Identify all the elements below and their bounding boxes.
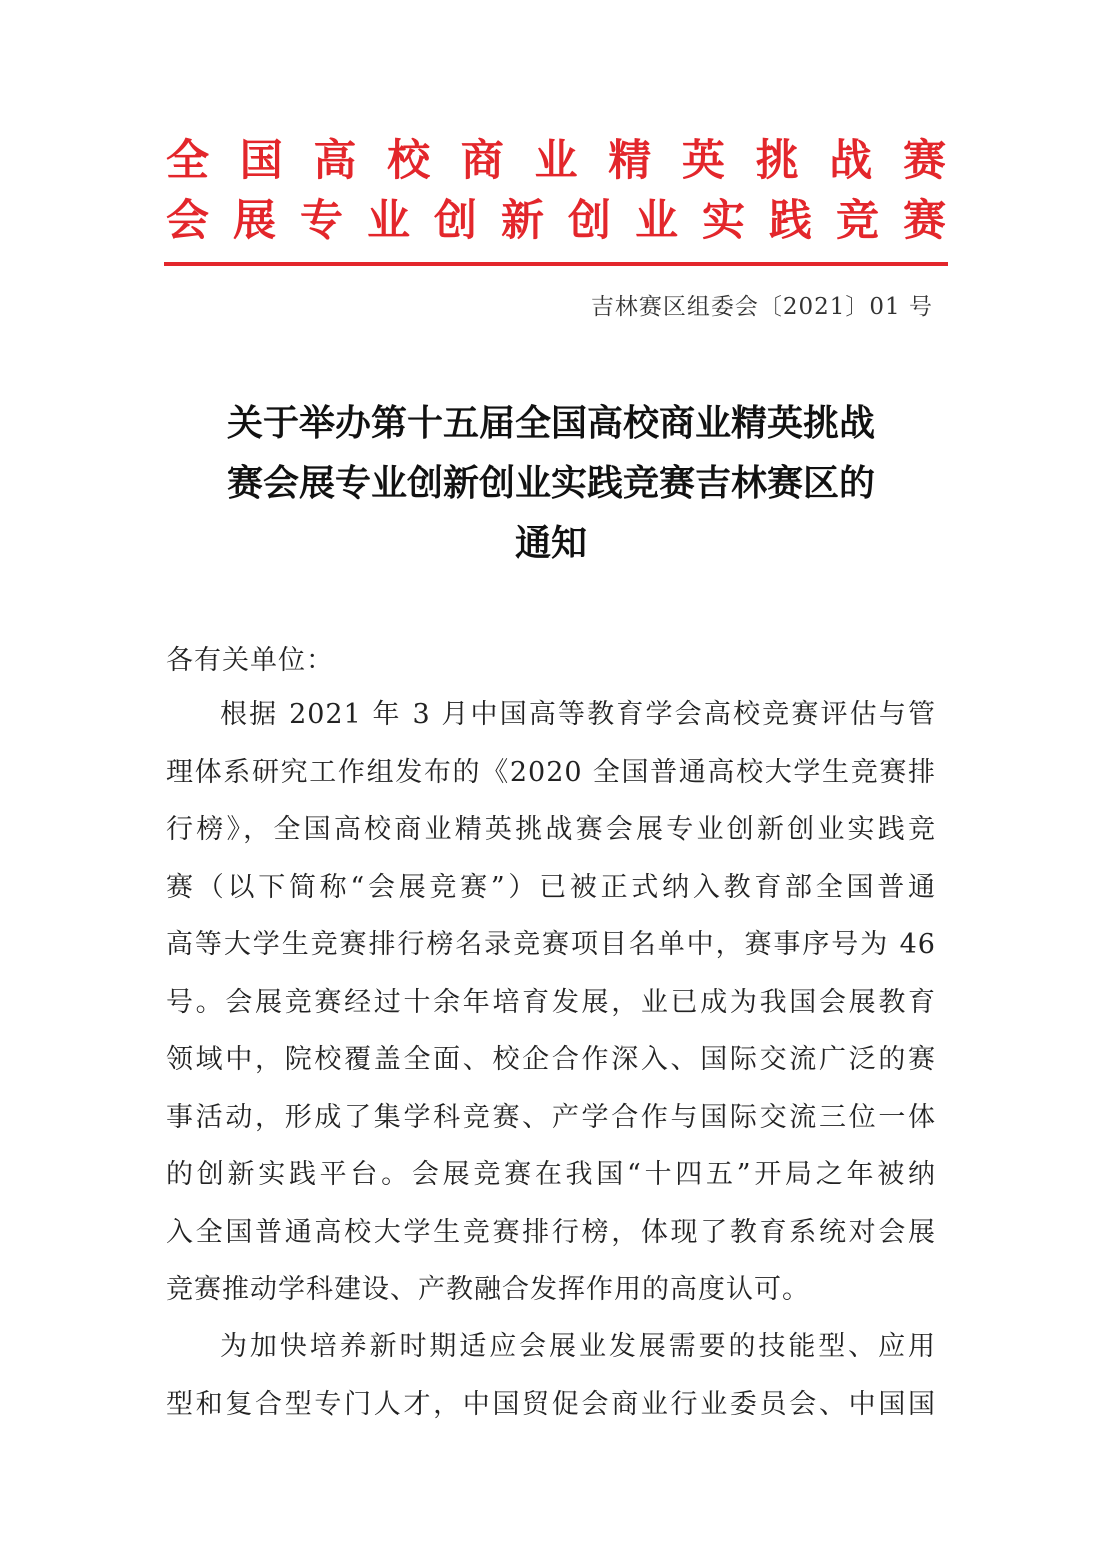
paragraph-1-line: 理体系研究工作组发布的《2020 全国普通高校大学生竞赛排 xyxy=(166,756,936,788)
header-title-line-2: 会 展 专 业 创 新 创 业 实 践 竞 赛 xyxy=(166,196,946,246)
notice-title xyxy=(166,394,936,574)
paragraph-1-line: 赛（以下简称“会展竞赛”）已被正式纳入教育部全国普通 xyxy=(166,871,936,903)
paragraph-1-line: 号。会展竞赛经过十余年培育发展，业已成为我国会展教育 xyxy=(166,986,936,1018)
paragraph-1-line: 根据 2021 年 3 月中国高等教育学会高校竞赛评估与管 xyxy=(220,699,936,730)
paragraph-1-line: 事活动，形成了集学科竞赛、产学合作与国际交流三位一体 xyxy=(166,1101,936,1133)
paragraph-1-line: 高等大学生竞赛排行榜名录竞赛项目名单中，赛事序号为 46 xyxy=(166,929,936,960)
notice-title-line-1: 关于举办第十五届全国高校商业精英挑战 xyxy=(226,403,875,444)
paragraph-1-line: 的创新实践平台。会展竞赛在我国“十四五”开局之年被纳 xyxy=(166,1159,936,1190)
notice-title-line-2: 赛会展专业创新创业实践竞赛吉林赛区的 xyxy=(226,463,875,504)
salutation: 各有关单位： xyxy=(166,645,334,676)
paragraph-2-line: 为加快培养新时期适应会展业发展需要的技能型、应用 xyxy=(220,1331,936,1362)
paragraph-1 xyxy=(166,686,936,1319)
paragraph-1-line: 行榜》，全国高校商业精英挑战赛会展专业创新创业实践竞 xyxy=(166,814,936,845)
paragraph-1-line: 领域中，院校覆盖全面、校企合作深入、国际交流广泛的赛 xyxy=(166,1044,936,1075)
paragraph-1-line: 入全国普通高校大学生竞赛排行榜，体现了教育系统对会展 xyxy=(166,1216,936,1248)
paragraph-2 xyxy=(166,1318,936,1433)
header-red-rule xyxy=(164,262,948,266)
paragraph-2-line: 型和复合型专门人才，中国贸促会商业行业委员会、中国国 xyxy=(166,1388,936,1420)
header-title-line-1: 全 国 高 校 商 业 精 英 挑 战 赛 xyxy=(166,136,946,186)
paragraph-1-line: 竞赛推动学科建设、产教融合发挥作用的高度认可。 xyxy=(166,1274,810,1305)
notice-title-line-3: 通知 xyxy=(514,523,587,564)
document-number: 吉林赛区组委会〔2021〕01 号 xyxy=(590,294,933,320)
